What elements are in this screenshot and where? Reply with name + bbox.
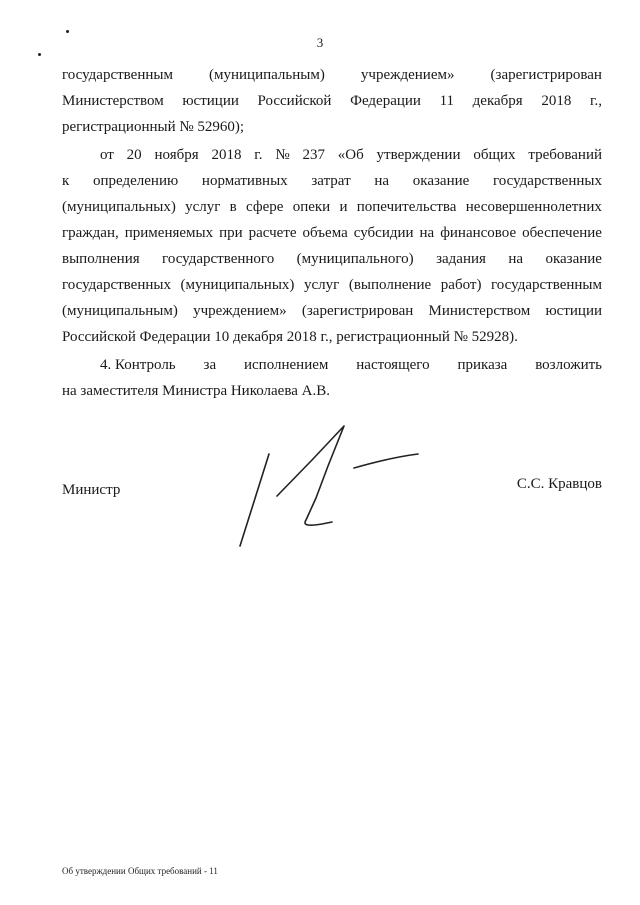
scan-speck — [66, 30, 69, 33]
word: «Об — [337, 147, 364, 163]
paragraph — [62, 62, 602, 140]
word: государственных — [62, 277, 171, 293]
word: объема — [302, 225, 348, 241]
text-line — [62, 378, 602, 404]
word: при — [219, 225, 243, 241]
word: государственных — [493, 173, 602, 189]
word: (зарегистрирован — [490, 67, 602, 83]
text-line — [62, 220, 602, 246]
word: Российской Федерации 10 декабря 2018 г., регистрационный № 52928). — [62, 329, 518, 345]
word: приказа — [457, 357, 508, 373]
scan-speck — [38, 53, 41, 56]
word: (муниципальных) — [180, 277, 295, 293]
word: затрат — [311, 173, 351, 189]
word: попечительства — [356, 199, 457, 215]
word: (муниципальным) — [209, 67, 325, 83]
word: учреждением» — [193, 303, 287, 319]
word: возложить — [535, 357, 602, 373]
paragraph — [62, 142, 602, 350]
text-line — [62, 142, 602, 168]
word: услуг — [185, 199, 221, 215]
word: расчете — [248, 225, 297, 241]
word: государственным — [491, 277, 602, 293]
word: к — [62, 173, 70, 189]
word: настоящего — [356, 357, 430, 373]
word: на — [374, 173, 390, 189]
word: регистрационный № 52960); — [62, 119, 245, 135]
word: юстиции — [545, 303, 602, 319]
text-line — [62, 114, 602, 140]
word: от — [100, 147, 114, 163]
word: на — [508, 251, 524, 267]
word: выполнения — [62, 251, 140, 267]
word: исполнением — [244, 357, 329, 373]
word: определению — [93, 173, 179, 189]
paragraph — [62, 352, 602, 404]
word: граждан, — [62, 225, 119, 241]
word: Министерством — [62, 93, 164, 109]
word: на заместителя Министра Николаева А.В. — [62, 383, 330, 399]
word: обеспечение — [522, 225, 602, 241]
word: общих — [473, 147, 516, 163]
text-line — [62, 272, 602, 298]
word: 20 — [126, 147, 142, 163]
word: учреждением» — [360, 67, 455, 83]
page-number: 3 — [316, 35, 324, 50]
word: Министерством — [428, 303, 531, 319]
word: работ) — [440, 277, 482, 293]
word: 2018 — [211, 147, 242, 163]
text-line — [62, 324, 602, 350]
word: (муниципального) — [296, 251, 414, 267]
word: № — [275, 147, 290, 163]
word: Федерации — [350, 93, 421, 109]
word: (выполнение — [348, 277, 432, 293]
text-line — [62, 194, 602, 220]
word: и — [339, 199, 348, 215]
word: 11 — [439, 93, 455, 109]
word: декабря — [472, 93, 523, 109]
word: услуг — [303, 277, 340, 293]
text-line — [62, 88, 602, 114]
signature-block — [62, 476, 602, 556]
word: за — [203, 357, 217, 373]
signer-position: Министр — [62, 482, 121, 498]
word: г. — [254, 147, 263, 163]
word: г., — [590, 93, 602, 109]
word: сфере — [246, 199, 284, 215]
word: юстиции — [182, 93, 239, 109]
word: задания — [436, 251, 486, 267]
text-line — [62, 62, 602, 88]
word: применяемых — [124, 225, 214, 241]
word: (муниципальных) — [62, 199, 176, 215]
word: государственным — [62, 67, 173, 83]
word: требований — [528, 147, 602, 163]
word: государственного — [162, 251, 275, 267]
word: опеки — [292, 199, 331, 215]
text-line — [62, 298, 602, 324]
word: на — [419, 225, 435, 241]
word: несовершеннолетних — [465, 199, 602, 215]
word: 2018 — [541, 93, 572, 109]
footer-note: Об утверждении Общих требований - 11 — [62, 866, 218, 876]
document-body — [62, 62, 602, 406]
word: оказание — [412, 173, 470, 189]
word: нормативных — [201, 173, 288, 189]
word: (зарегистрирован — [301, 303, 414, 319]
word: субсидии — [353, 225, 414, 241]
signer-name: С.С. Кравцов — [516, 476, 602, 492]
text-line — [62, 352, 602, 378]
word: ноября — [154, 147, 199, 163]
word: 237 — [302, 147, 325, 163]
word: в — [229, 199, 237, 215]
word: Российской — [257, 93, 332, 109]
word: 4. Контроль — [100, 357, 176, 373]
word: финансовое — [440, 225, 517, 241]
word: (муниципальным) — [62, 303, 178, 319]
word: оказание — [545, 251, 602, 267]
word: утверждении — [376, 147, 461, 163]
text-line — [62, 168, 602, 194]
text-line — [62, 246, 602, 272]
